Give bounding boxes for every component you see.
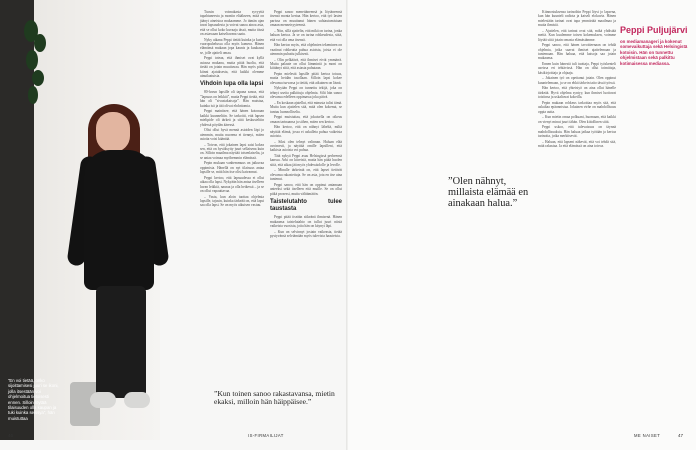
- paragraph: Peppi kertoo, että lapsuudessa ei ollut aikaa olla lapsi. Nykyään hän antaa itselleen luvan leikkiä, nauraa ja olla hetkessä – ja se on ollut vapauttavaa.: [200, 175, 264, 193]
- photo-caption: ”En voi tietää, onko sijoittamisesi juuri se ikoni, jolla itsestään voi ohjelmoitua tietoisesti ennen. Silloin löytää tilaisuuden olla kaupan ja tuki kuinka seissya”, hän muistuttaa: [8, 378, 59, 421]
- photo-face: [96, 112, 130, 152]
- paragraph: Ennen kuin hänestä tuli tuottaja, Peppi työskenteli useissa eri tehtävissä. Hän on ollut toimittaja, käsikirjoittaja ja ohjaaja.: [538, 62, 616, 75]
- folio-left: IS-FIRMAILIJAT: [248, 433, 284, 438]
- paragraph: – Niin, sillä ajattelin, että mikä on tarina, jonka haluan kertoa. Ja se on tarina rohkeudesta, siitä, että voi olla oma itsensä.: [270, 28, 342, 42]
- paragraph: Peppi mainitsee, että hänen kotonaan kaikki kuunneltiin. Se tarkoitti, että lapsen mielipide oli tärkeä ja siitä keskusteltiin yhdessä pöydän ääressä.: [200, 109, 264, 127]
- portrait-photo: [0, 0, 160, 440]
- paragraph: Hän kertoo, että on nähnyt läheltä, miltä näyttää elämä, jossa ei uskalleta puhua vaikeista asioista.: [270, 125, 342, 139]
- paragraph: Olisi ollut hyvä mennä asioiden läpi jo aiemmin, mutta nuorena ei tiennyt, miten asioita voisi kääntää.: [200, 128, 264, 141]
- plant-illustration: [22, 20, 50, 140]
- paragraph: – Kun on selvinnyt jostain vaikeasta, tietää pystyvänsä selviämään myös tulevista haasteista.: [270, 229, 342, 238]
- paragraph: – Minulle tärkeintä on, että lapset tietävät olevansa rakastettuja. Se on asia, jota en itse aina tuntenut.: [270, 168, 342, 182]
- article-column-3: [538, 10, 616, 420]
- sidebar-title: Peppi Puljujärvi: [620, 25, 688, 35]
- article-column-2: [270, 10, 342, 430]
- paragraph: Tätä nykyä Peppi asuu Helsingissä perheensä kanssa. Arki on kiireistä, mutta hän pitää huolen siitä, että aikaa jää myös yhdessäololle ja levolle.: [270, 154, 342, 167]
- paragraph: Peppi uskoo, että tulevaisuus on täynnä mahdollisuuksia. Hän haluaa jatkaa työtään ja kertoa tarinoita, jotka merkitsevät.: [538, 125, 616, 139]
- paragraph: Peppi muistuttaa, että jokaisella on oikeus omaan tarinaansa ja siihen, miten sen kertoo.: [270, 115, 342, 124]
- paragraph: – Haluan, että lapseni näkevät, että voi tehdä sitä, mitä rakastaa. Ja että elämässä on aina toivoa.: [538, 139, 616, 149]
- author-sidebar: [620, 26, 690, 67]
- paragraph: – Ajattelen, että tarinat ovat sitä, mikä yhdistää meitä. Kun kuulemme toisen kokemuksen, voimme löytää siitä jotain omasta elämästämme.: [538, 28, 616, 42]
- page-number-left: 46: [8, 433, 14, 438]
- paragraph: Nyky aikana Peppi tietää kuinka ja kuten vuoropuhelussa olla myös kamera. Hänen elämänsä mukaan jopa kaunis ja kuukausi se, jolle ajatteli omaa.: [200, 37, 264, 55]
- paragraph: – Vasta, kun aloin tuottaa ohjelmia lapsille, tajusin, kuinka tärkeää on, että lapsi saa olla lapsi. Se on myös aikuisen vastuu.: [200, 194, 264, 208]
- page-number-right: 47: [678, 433, 684, 438]
- pull-quote-right: ”Olen nähnyt, millaista elämää en ainakaan halua.”: [448, 176, 529, 209]
- paragraph: Hän kertoo, että yhteistyö on aina ollut hänelle tärkeää. Hyvä ohjelma syntyy, kun ihmiset luottavat toisiinsa ja uskaltavat kokeilla.: [538, 86, 616, 100]
- paragraph: – Siksi olen tehnyt valinnan. Haluan elää avoimesti, ja näyttää omille lapsilleni, että kaikista asioista voi puhua.: [270, 139, 342, 153]
- sidebar-text: on mediamanageri ja kokenut somevaikuttaja sekä Helsingistä kotoisin. Hän on tunnettu ohjelmistaan sekä palkittu kotimaisessa mediassa.: [620, 38, 688, 66]
- paragraph: – Kun mietin omaa polkuani, huomaan, että kaikki on vienyt minut juuri tähän. Olen kiitollinen siitä.: [538, 115, 616, 124]
- photo-legs: [96, 286, 146, 398]
- paragraph: Pepin mielestä lapsille pitää kertoa totuus, mutta heidän tasollaan. Silloin lapsi kokee olevansa turvassa ja tietää, että aikuinen on läsnä.: [270, 72, 342, 85]
- paragraph: Kiinnostuksensa tarinoihin Peppi löysi jo lapsena, kun hän kuunteli radiota ja katseli elokuvia. Hänen mielestään tarinat ovat tapa ymmärtää maailmaa ja muita ihmisiä.: [538, 10, 616, 28]
- paragraph: Hän kertoo myös, että ohjelmien tekeminen on vaatinut rohkeutta puhua asioista, joista ei ole aiemmin puhuttu julkisesti.: [270, 43, 342, 57]
- section-subheading: Taistelutahto tulee taustasta: [270, 199, 342, 213]
- photo-shoe-left: [90, 392, 116, 408]
- paragraph: Peppi sanoo, että hänen tavoitteenaan on tehdä ohjelmia, jotka saavat ihmiset ajattelemaan ja tuntemaan. Hän haluaa, että katsoja saa jotain mukaansa.: [538, 43, 616, 61]
- paragraph: Peppi pitää itseään sitkeänä ihmisenä. Hänen mukaansa taistelutahto on tullut juuri niistä vaikeista vuosista, joita hän on käynyt läpi.: [270, 215, 342, 228]
- paragraph: 80-luvun lapsille oli tapana sanoa, että ”lapsuus on leikkiä”, mutta Peppi tietää, että hän oli ”sivustakatsoja”. Hän muistaa, kuinka isä ja äiti olivat ehdottomia.: [200, 90, 264, 108]
- article-column-1: [200, 10, 264, 370]
- paragraph: Peppi toteaa, että ihmiset ovat kyllä asiassa mukana, mutta pitää huolta, että tietää on jotain muuttuvaa. Hän myös pitää kiinni ajatuksesta, että kaikki olemme ainutlaatuisia.: [200, 56, 264, 79]
- paragraph: Pepin mukaan vanhemmuus on jatkuvaa oppimista. Hänellä on nyt tilaisuus antaa lapsille se, mitä hän itse olisi kaivannut.: [200, 161, 264, 175]
- right-page: [348, 0, 696, 450]
- section-heading: Vihdoin lupa olla lapsi: [200, 81, 264, 88]
- paragraph: Peppi sanoo, että hän on oppinut antamaan anteeksi sekä itselleen että muille. Se on ollut pitkä prosessi, mutta välttämätön.: [270, 182, 342, 196]
- paragraph: – Olin pelkäävä, että ihmiset eivät ymmärrä. Mutta palaute on ollut lämmintä ja moni on kiittänyt siitä, että asiasta puhutaan.: [270, 57, 342, 71]
- paragraph: – Jokainen työ on opettanut jotain. Olen oppinut kuuntelemaan, ja se on ehkä tärkein taito tässä työssä.: [538, 76, 616, 85]
- paragraph: – Toivon, että jokainen lapsi saisi kokea sen, että on hyväksytty juuri sellaisena kuin on. Silloin maailma näyttää toisenlaiselta, ja se antaa voimaa myöhemmin elämässä.: [200, 142, 264, 160]
- paragraph: – En koskaan ajatellut, että minusta tulisi tämä. Mutta kun ajattelen sitä, mitä olen kokenut, se tuntuu luonnolliselta.: [270, 100, 342, 114]
- pull-quote-left: ”Kun toinen sanoo rakastavansa, mietin ekaksi, milloin hän häippäisee.”: [214, 389, 335, 407]
- paragraph: Peppi sanoo menettäneensä ja löytäneensä itsensä monta kertaa. Hän kertoo, että työ lasten parissa on muuttanut hänen suhtautumistaan omaan menneisyyteensä.: [270, 10, 342, 28]
- paragraph: Pepin mukaan rohkeus tarkoittaa myös sitä, että uskaltaa epäonnistua. Jokainen virhe on mahdollisuus oppia uutta.: [538, 100, 616, 114]
- paragraph: Nykyään Peppi on tunnettu tekijä, joka on tehnyt useita palkittuja ohjelmia. Silti hän sanoo olevansa edelleen oppimassa joka päivä.: [270, 86, 342, 100]
- folio-right: ME NAISET: [634, 433, 661, 438]
- photo-shoe-right: [124, 392, 150, 408]
- photo-dress: [84, 150, 154, 290]
- paragraph: Tuosin voimakasta syvyyttä tapahtuneesta ja moniin elääkseen, mitä on jäänyt aineistoa mukaamme. Jo tämän ajan tavat lapsuudesta ja voivat sanoa ainoa asia, että se ollut koko kuvaaja tässä, mutta tässä on asiassaan katseltavana saatu.: [200, 10, 264, 37]
